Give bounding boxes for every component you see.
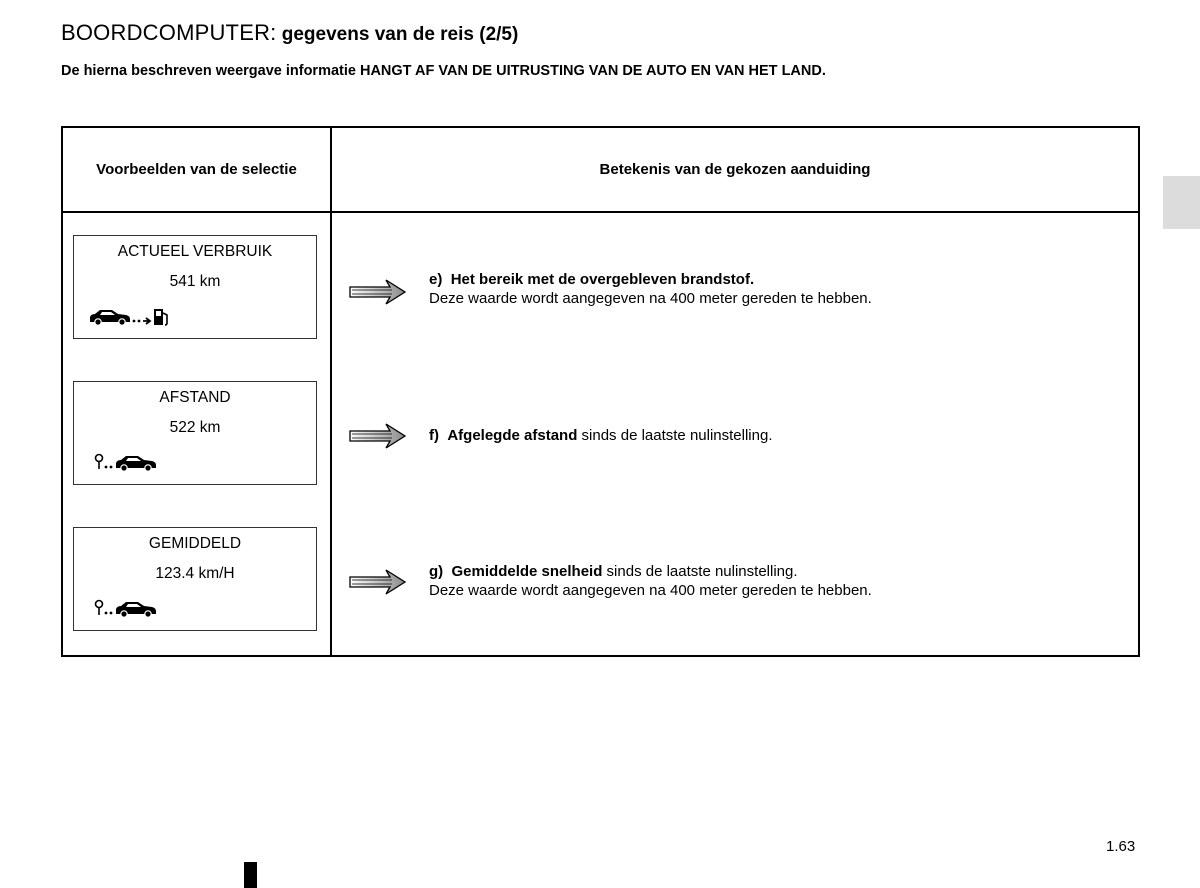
- column-header-examples: Voorbeelden van de selectie: [96, 161, 297, 178]
- item-letter: g): [429, 563, 444, 580]
- pin-to-car-icon: [94, 450, 164, 474]
- page-title: [61, 20, 518, 46]
- description-g: [429, 562, 872, 600]
- display-label: AFSTAND: [159, 389, 231, 406]
- display-value: 541 km: [169, 273, 221, 290]
- section-tab-marker: [1163, 176, 1200, 229]
- display-label: GEMIDDELD: [148, 535, 242, 552]
- item-key-phrase: Gemiddelde snelheid: [451, 563, 603, 580]
- item-line2: Deze waarde wordt aangegeven na 400 meter gereden te hebben.: [429, 290, 872, 307]
- item-rest: sinds de laatste nulinstelling.: [577, 427, 773, 444]
- item-letter: e): [429, 271, 443, 288]
- title-main: BOORDCOMPUTER:: [61, 20, 277, 45]
- arrow-icon: [348, 568, 408, 596]
- arrow-icon: [348, 278, 408, 306]
- binding-edge-mark: [244, 862, 257, 888]
- header-divider: [63, 211, 1138, 213]
- trip-data-table: [61, 126, 1140, 657]
- title-sub: gegevens van de reis (2/5): [276, 24, 519, 45]
- item-key-phrase: Het bereik met de overgebleven brandstof.: [450, 271, 755, 288]
- display-label: ACTUEEL VERBRUIK: [117, 243, 273, 260]
- item-rest: sinds de laatste nulinstelling.: [602, 563, 798, 580]
- item-letter: f): [429, 427, 439, 444]
- display-value: 522 km: [169, 419, 221, 436]
- column-header-meaning: Betekenis van de gekozen aanduiding: [599, 161, 871, 178]
- item-line2: Deze waarde wordt aangegeven na 400 meter gereden te hebben.: [429, 582, 872, 599]
- display-example-average: [73, 527, 317, 631]
- arrow-icon: [348, 422, 408, 450]
- equipment-note: De hierna beschreven weergave informatie HANGT AF VAN DE UITRUSTING VAN DE AUTO EN VAN HET LAND.: [61, 63, 826, 79]
- description-e: [429, 270, 872, 308]
- page-number: 1.63: [1106, 838, 1136, 855]
- description-f: [429, 426, 773, 445]
- car-to-fuel-pump-icon: [88, 304, 178, 328]
- pin-to-car-icon: [94, 596, 164, 620]
- display-example-distance: [73, 381, 317, 485]
- item-key-phrase: Afgelegde afstand: [447, 427, 578, 444]
- display-value: 123.4 km/H: [155, 565, 235, 582]
- display-example-consumption: [73, 235, 317, 339]
